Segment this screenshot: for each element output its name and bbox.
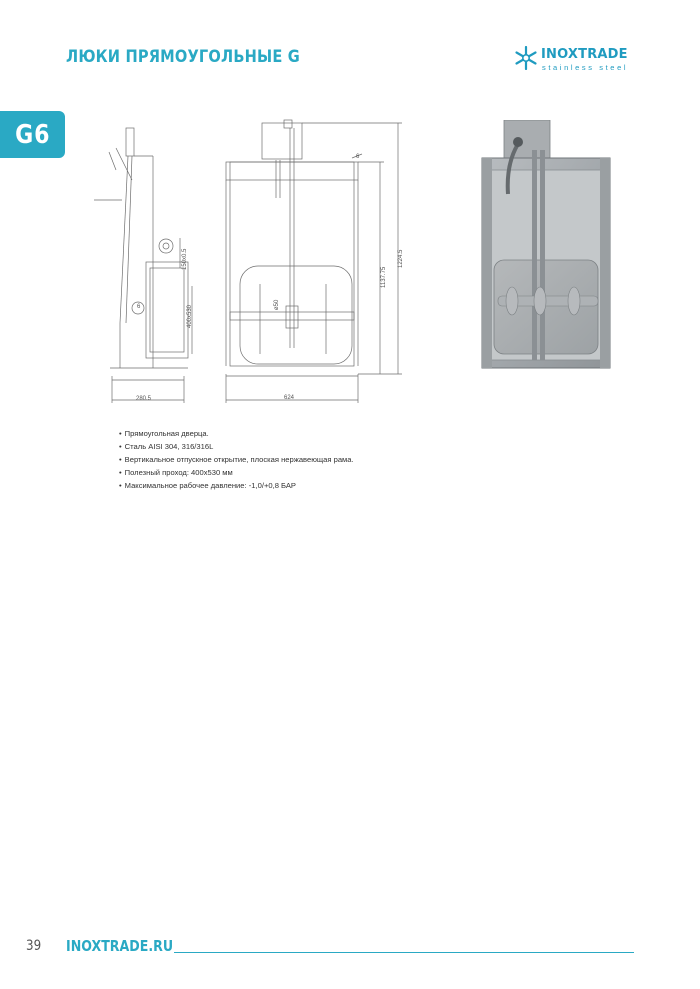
snowflake-logo-icon	[514, 46, 538, 70]
section-tab-label: G6	[14, 119, 51, 150]
side-view	[94, 128, 192, 403]
dimension-labels	[136, 154, 404, 402]
logo-name: INOXTRADE	[541, 47, 628, 62]
footer-divider	[174, 952, 634, 953]
dim-depth: 280.5	[136, 396, 152, 402]
dim-width: 624	[284, 395, 295, 401]
page-number: 39	[26, 938, 42, 954]
logo-tagline: stainless steel	[542, 63, 629, 72]
brand-logo	[514, 44, 638, 74]
front-view	[226, 120, 402, 403]
dim-height-inner: 1137.75	[381, 266, 387, 288]
spec-item: • Сталь AISI 304, 316/316L	[119, 440, 354, 453]
product-photo	[478, 120, 614, 372]
dim-height-total: 1224.5	[398, 249, 404, 268]
spec-item: • Прямоугольная дверца.	[119, 427, 354, 440]
dim-frame-thickness: 6	[356, 154, 360, 160]
section-tab	[0, 111, 65, 158]
technical-drawing	[80, 118, 420, 408]
dim-opening: 400x530	[187, 304, 193, 328]
spec-item: • Вертикальное отпускное открытие, плоская нержавеющая рама.	[119, 453, 354, 466]
dim-handle-diameter: ø50	[274, 299, 280, 310]
dim-side-detail: 6	[137, 304, 141, 310]
spec-item: • Полезный проход: 400х530 мм	[119, 466, 354, 479]
page-title: ЛЮКИ ПРЯМОУГОЛЬНЫЕ G	[66, 47, 300, 67]
spec-list	[119, 427, 354, 492]
dim-seal: 150x0.5	[182, 248, 188, 270]
spec-item: • Максимальное рабочее давление: -1,0/+0,8 БАР	[119, 479, 354, 492]
website-link[interactable]: INOXTRADE.RU	[66, 937, 174, 955]
